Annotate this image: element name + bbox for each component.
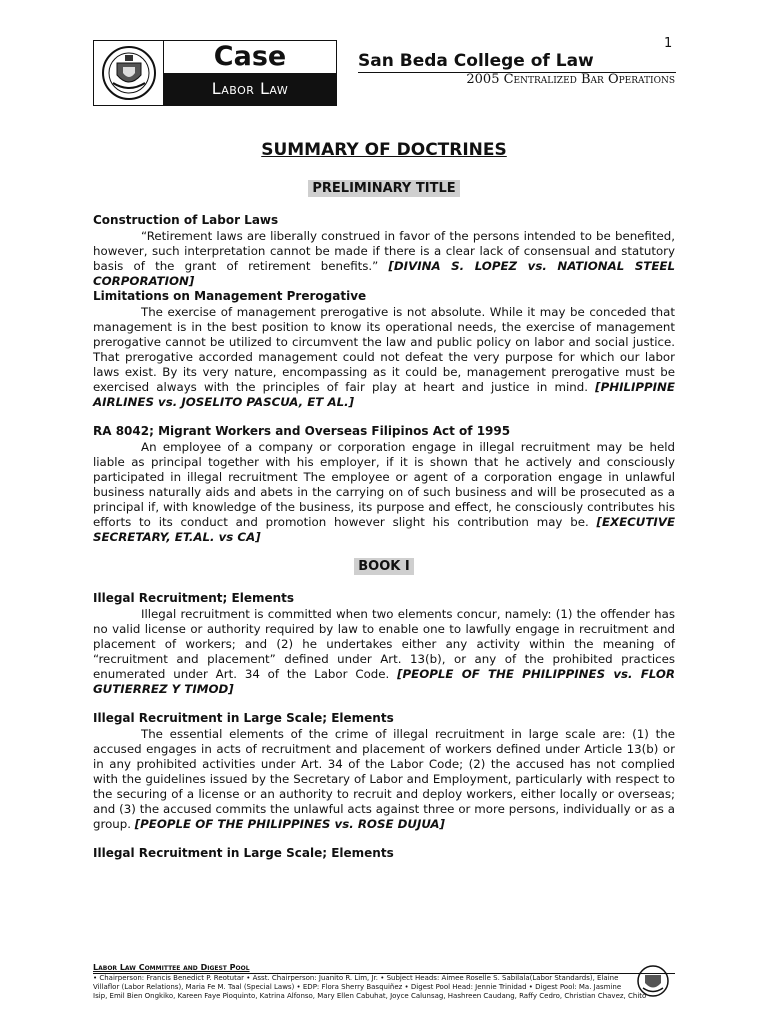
- doctrine-ra-8042: [93, 424, 675, 545]
- doctrine-body: The essential elements of the crime of illegal recruitment in large scale are: (1) the accused engages in acts of recruitment and placement of workers defined under Article 13(b) or in any prohibited activities under Art. 34 of the Labor Code; (2) the accused has not complied with the guidelines issued by the Secretary of Labor and Employment, particularly with respect to the securing of a license or an authority to recruit and deploy workers, either locally or overseas; and (3) the accused commits the unlawful acts against three or more persons, individually or as a group. [PEOPLE OF THE PHILIPPINES vs. ROSE DUJUA]: [93, 727, 675, 831]
- doctrine-body: An employee of a company or corporation engage in illegal recruitment may be held liable as principal together with his employer, if it is shown that he actively and consciously participated in illegal recruitment The employee or agent of a corporation engage in unlawful business naturally aids and abets in the carrying on of such business and will be prosecuted as a principal if, with knowledge of the business, its purpose and effect, he consciously contributes his efforts to its conduct and promotion however slight his contribution may be. [EXECUTIVE SECRETARY, ET.AL. vs CA]: [93, 440, 676, 544]
- case-citation: [PHILIPPINE AIRLINES vs. JOSELITO PASCUA, ET AL.]: [93, 380, 675, 409]
- book-one-heading: [0, 559, 768, 574]
- doctrine-body: The exercise of management prerogative is not absolute. While it may be conceded that management is in the best position to know its operational needs, the exercise of management prerogative cannot be utilized to circumvent the law and public policy on labor and social justice. That prerogative accorded management could not defeat the very purpose for which our labor laws exist. By its very nature, encompassing as it could be, management prerogative must be exercised always with the principles of fair play at heart and justice in mind. [PHILIPPINE AIRLINES vs. JOSELITO PASCUA, ET AL.]: [93, 305, 675, 409]
- doctrine-large-scale-elements-2: [93, 846, 675, 862]
- doctrine-heading: Limitations on Management Prerogative: [93, 289, 367, 303]
- school-name: San Beda College of Law: [358, 51, 676, 73]
- page-number: 1: [664, 36, 673, 51]
- subject-label: Labor Law: [164, 73, 336, 105]
- document-title: SUMMARY OF DOCTRINES: [261, 140, 507, 160]
- case-header-box: [93, 40, 337, 106]
- footer-title: Labor Law Committee and Digest Pool: [93, 963, 250, 972]
- footer-line-1: • Chairperson: Francis Benedict P. Reotutar • Asst. Chairperson: Juanito R. Lim, Jr. • Subject Heads: Aimee Roselle S. Sabilala(Labor Standards), Elaine Villaflor (Labor Relations), Maria Fe M. Taal (Special Laws) • EDP: Flora Sherry Basquiñez • Digest Pool Head: Jennie Trinidad • Digest Pool: Ma. Jasmine: [93, 974, 622, 991]
- doctrine-illegal-recruitment-elements: [93, 591, 675, 697]
- college-seal-logo: [94, 41, 164, 105]
- preliminary-title-label: PRELIMINARY TITLE: [308, 180, 459, 197]
- preliminary-title-heading: [0, 181, 768, 196]
- bar-operations-label: 2005 Centralized Bar Operations: [466, 72, 675, 87]
- doctrine-body: “Retirement laws are liberally construed in favor of the persons intended to be benefited, however, such interpretation cannot be made if there is a clear lack of consensual and statutory basis of the grant of retirement benefits.” [DIVINA S. LOPEZ vs. NATIONAL STEEL CORPORATION]: [93, 229, 675, 288]
- case-citation: [PEOPLE OF THE PHILIPPINES vs. FLOR GUTIERREZ Y TIMOD]: [93, 667, 675, 696]
- case-citation: [DIVINA S. LOPEZ vs. NATIONAL STEEL CORPORATION]: [93, 259, 675, 288]
- doctrine-heading: Construction of Labor Laws: [93, 213, 279, 227]
- doctrine-large-scale-elements: [93, 711, 675, 832]
- footer-seal-logo: [636, 964, 670, 1002]
- case-citation: [EXECUTIVE SECRETARY, ET.AL. vs CA]: [93, 515, 676, 544]
- footer-line-2: Isip, Emil Bien Ongkiko, Kareen Faye Pioquinto, Katrina Alfonso, Mary Ellen Cabuhat, Joyce Calunsag, Hashreen Caudang, Raffy Cedro, Christian Chavez, Chito: [93, 992, 647, 1000]
- doctrine-heading: Illegal Recruitment in Large Scale; Elements: [93, 846, 394, 860]
- doctrine-heading: Illegal Recruitment in Large Scale; Elements: [93, 711, 394, 725]
- book-one-label: BOOK I: [354, 558, 413, 575]
- case-label: Case: [213, 41, 287, 72]
- footer-credits: [93, 963, 675, 1001]
- doctrine-body: Illegal recruitment is committed when two elements concur, namely: (1) the offender has no valid license or authority required by law to enable one to lawfully engage in recruitment and placement of workers; and (2) he undertakes either any activity within the meaning of “recruitment and placement” defined under Art. 13(b), or any of the prohibited practices enumerated under Art. 34 of the Labor Code. [PEOPLE OF THE PHILIPPINES vs. FLOR GUTIERREZ Y TIMOD]: [93, 607, 675, 696]
- case-citation: [PEOPLE OF THE PHILIPPINES vs. ROSE DUJUA]: [134, 817, 445, 831]
- doctrine-heading: Illegal Recruitment; Elements: [93, 591, 295, 605]
- doctrine-heading: RA 8042; Migrant Workers and Overseas Filipinos Act of 1995: [93, 424, 511, 438]
- doctrine-management-prerogative: [93, 289, 675, 410]
- seal-icon: [101, 45, 157, 101]
- footer-seal-icon: [636, 964, 670, 998]
- doctrine-construction-labor-laws: [93, 213, 675, 289]
